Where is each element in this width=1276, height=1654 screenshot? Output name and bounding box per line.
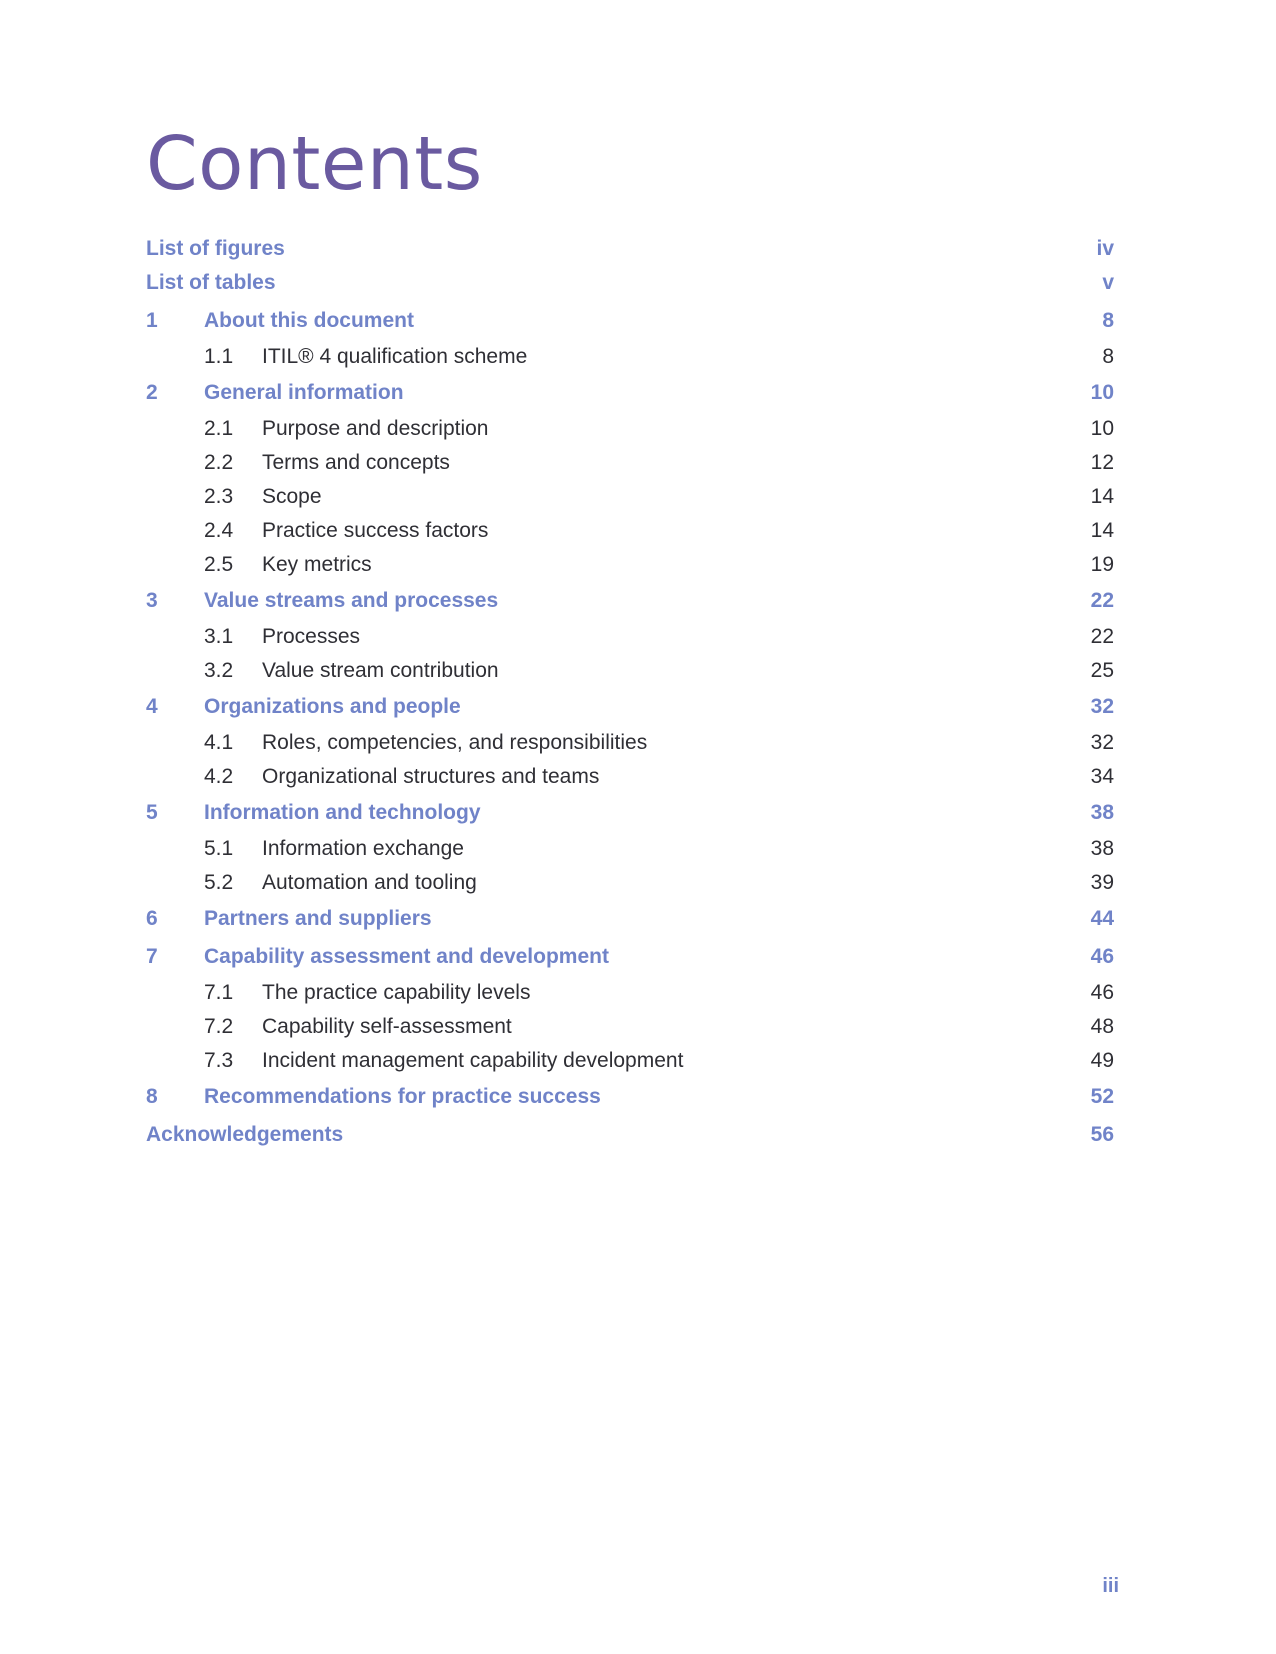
toc-chapter-number: 6 [146,907,158,930]
toc-section-2-3[interactable] [146,480,1114,514]
toc-entry-label: Information and technology [204,801,481,824]
toc-section-number: 5.1 [204,837,234,860]
toc-section-number: 2.5 [204,553,234,576]
toc-chapter-number: 5 [146,801,158,824]
toc-section-number: 3.2 [204,659,234,682]
toc-chapter-7[interactable] [146,938,1114,976]
toc-chapter-number: 2 [146,381,158,404]
toc-entry-label: Key metrics [262,553,372,576]
toc-page-number: 8 [1102,309,1114,332]
toc-entry-label: Value stream contribution [262,659,499,682]
toc-section-4-1[interactable] [146,726,1114,760]
toc-entry-label: Information exchange [262,837,464,860]
toc-chapter-number: 1 [146,309,158,332]
toc-page-number: 48 [1090,1015,1114,1038]
toc-entry-label: Organizations and people [204,695,461,718]
toc-page-number: iv [1096,237,1114,260]
toc-chapter-5[interactable] [146,794,1114,832]
toc-section-7-3[interactable] [146,1044,1114,1078]
toc-page-number: 34 [1090,765,1114,788]
toc-page-number: 52 [1090,1085,1114,1108]
toc-entry-label: List of tables [146,271,276,294]
toc-section-7-2[interactable] [146,1010,1114,1044]
toc-entry-label: General information [204,381,404,404]
toc-chapter-number: 4 [146,695,158,718]
toc-entry-label: Processes [262,625,361,648]
toc-page-number: 32 [1090,731,1114,754]
toc-page-number: 12 [1090,451,1114,474]
toc-entry-label: Value streams and processes [204,589,499,612]
toc-section-1-1[interactable] [146,340,1114,374]
page-title: Contents [146,121,483,207]
toc-page-number: 49 [1090,1049,1114,1072]
toc-section-number: 5.2 [204,871,234,894]
page-folio: iii [1102,1575,1119,1597]
toc-entry-label: Terms and concepts [262,451,450,474]
toc-chapter-4[interactable] [146,688,1114,726]
toc-section-3-1[interactable] [146,620,1114,654]
toc-section-number: 7.3 [204,1049,234,1072]
toc-entry-label: The practice capability levels [262,981,531,1004]
toc-section-number: 2.3 [204,485,234,508]
toc-page-number: 10 [1090,417,1114,440]
toc-section-7-1[interactable] [146,976,1114,1010]
toc-section-number: 1.1 [204,345,234,368]
toc-page-number: 32 [1090,695,1114,718]
toc-entry-label: ITIL® 4 qualification scheme [262,345,528,368]
toc-section-number: 7.1 [204,981,234,1004]
toc-entry-label: Practice success factors [262,519,489,542]
toc-entry-label: Purpose and description [262,417,489,440]
toc-entry-label: Recommendations for practice success [204,1085,601,1108]
toc-page-number: 25 [1090,659,1114,682]
toc-section-5-1[interactable] [146,832,1114,866]
toc-page-number: v [1102,271,1114,294]
toc-entry-label: About this document [204,309,414,332]
toc-page-number: 22 [1090,625,1114,648]
toc-page-number: 46 [1090,945,1114,968]
toc-section-number: 2.1 [204,417,234,440]
toc-page-number: 14 [1090,519,1114,542]
toc-entry-label: Incident management capability development [262,1049,684,1072]
toc-section-number: 3.1 [204,625,234,648]
toc-section-2-5[interactable] [146,548,1114,582]
toc-page-number: 56 [1090,1123,1114,1146]
toc-entry-label: List of figures [146,237,285,260]
toc-entry-acknowledgements[interactable] [146,1116,1114,1154]
toc-entry-label: Capability assessment and development [204,945,609,968]
toc-page-number: 38 [1090,801,1114,824]
toc-entry-label: Organizational structures and teams [262,765,600,788]
toc-page-number: 22 [1090,589,1114,612]
toc-section-number: 4.2 [204,765,234,788]
toc-chapter-8[interactable] [146,1078,1114,1116]
toc-entry-list-of-tables[interactable] [146,264,1114,302]
toc-section-number: 2.2 [204,451,234,474]
toc-chapter-2[interactable] [146,374,1114,412]
toc-section-5-2[interactable] [146,866,1114,900]
toc-section-3-2[interactable] [146,654,1114,688]
toc-page-number: 19 [1090,553,1114,576]
toc-section-number: 7.2 [204,1015,234,1038]
toc-section-2-2[interactable] [146,446,1114,480]
toc-section-number: 4.1 [204,731,234,754]
toc-entry-label: Acknowledgements [146,1123,344,1146]
toc-chapter-number: 8 [146,1085,158,1108]
toc-entry-label: Capability self-assessment [262,1015,512,1038]
table-of-contents [146,234,1114,1154]
toc-chapter-3[interactable] [146,582,1114,620]
toc-page-number: 44 [1090,907,1114,930]
toc-page-number: 46 [1090,981,1114,1004]
toc-entry-label: Automation and tooling [262,871,477,894]
toc-page-number: 8 [1102,345,1114,368]
toc-chapter-1[interactable] [146,302,1114,340]
toc-page-number: 10 [1090,381,1114,404]
toc-entry-label: Roles, competencies, and responsibilities [262,731,648,754]
toc-entry-label: Partners and suppliers [204,907,432,930]
toc-section-4-2[interactable] [146,760,1114,794]
toc-section-2-4[interactable] [146,514,1114,548]
toc-chapter-number: 7 [146,945,158,968]
toc-page-number: 14 [1090,485,1114,508]
toc-chapter-number: 3 [146,589,158,612]
toc-section-2-1[interactable] [146,412,1114,446]
toc-section-number: 2.4 [204,519,234,542]
toc-page-number: 38 [1090,837,1114,860]
toc-entry-list-of-figures[interactable] [146,234,1114,264]
toc-entry-label: Scope [262,485,322,508]
toc-chapter-6[interactable] [146,900,1114,938]
toc-page-number: 39 [1090,871,1114,894]
